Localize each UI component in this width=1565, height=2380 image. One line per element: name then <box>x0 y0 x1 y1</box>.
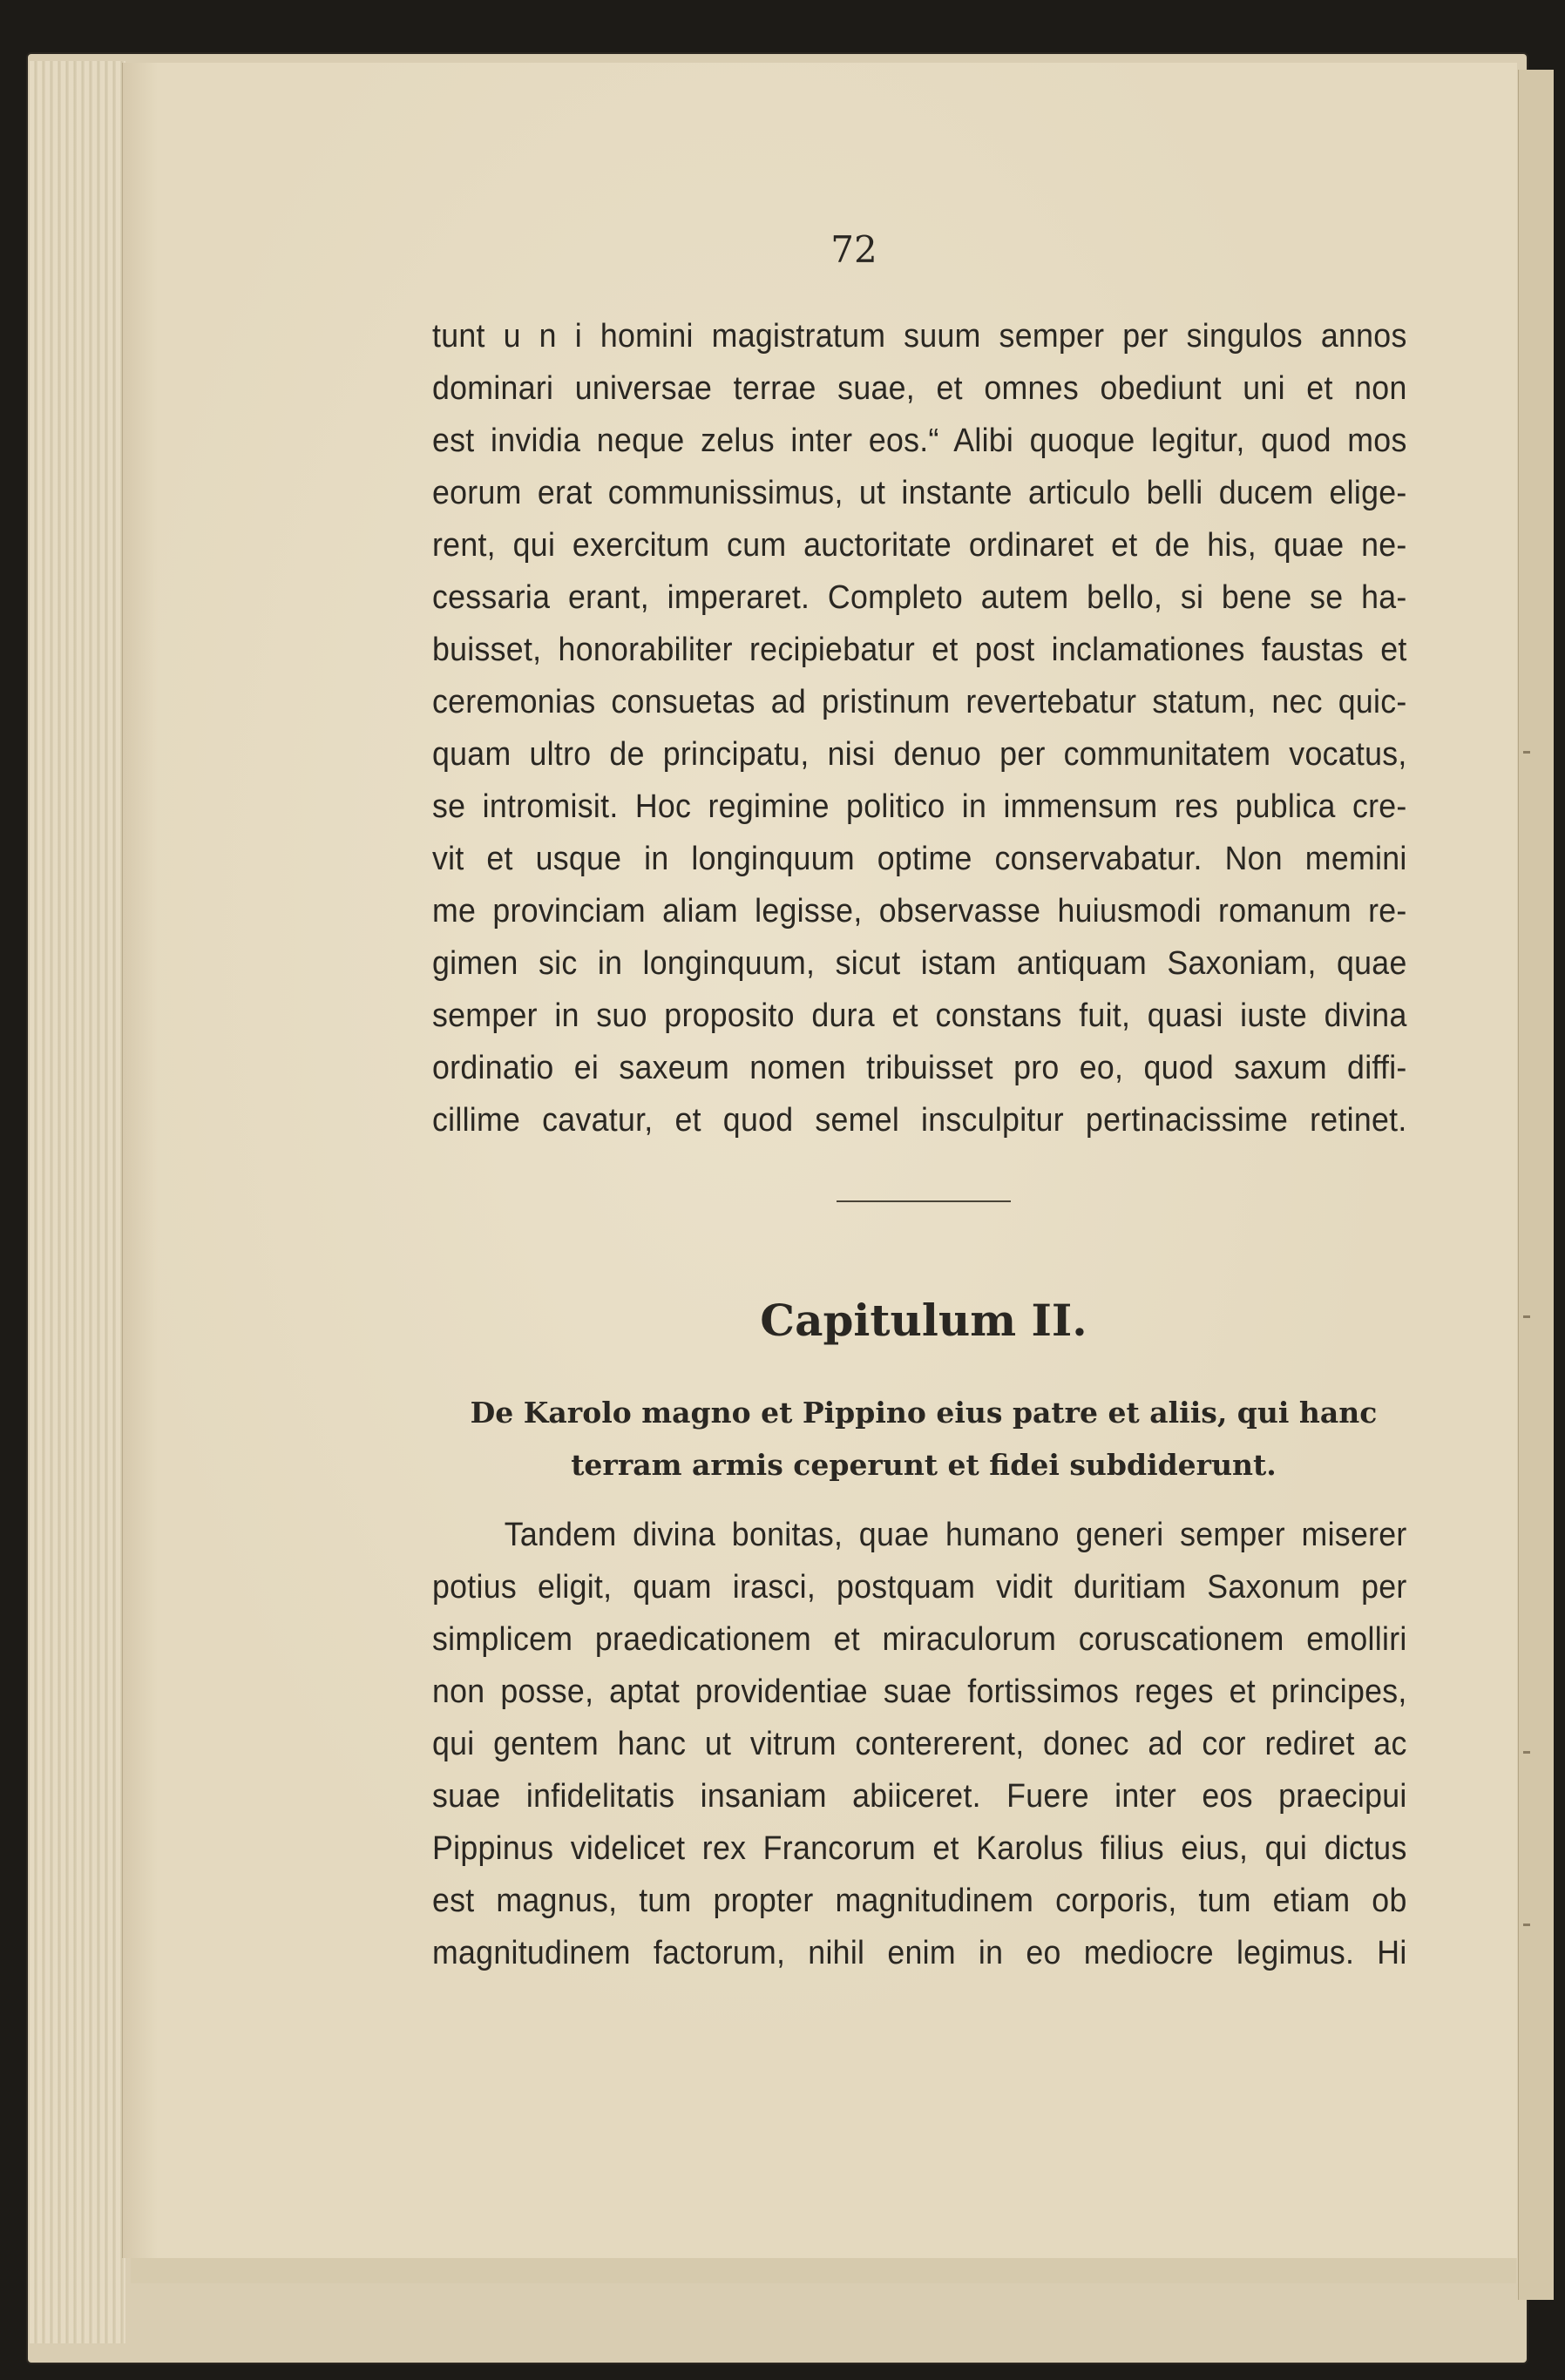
text-line: non posse, aptat providentiae suae fortissimos reges et principes, <box>432 1673 1407 1710</box>
text-line: simplicem praedicationem et miraculorum coruscationem emolliri <box>432 1621 1407 1658</box>
section-divider <box>837 1200 1011 1202</box>
text-line: rent, qui exercitum cum auctoritate ordinaret et de his, quae ne- <box>432 527 1407 564</box>
chapter-subtitle <box>401 1387 1446 1491</box>
text-line: dominari universae terrae suae, et omnes obediunt uni et non <box>432 370 1407 407</box>
text-line: est invidia neque zelus inter eos.“ Alibi quoque legitur, quod mos <box>432 423 1407 459</box>
text-line: magnitudinem factorum, nihil enim in eo mediocre legimus. Hi <box>432 1935 1407 1971</box>
text-line: cillime cavatur, et quod semel insculpitur pertinacissime retinet. <box>432 1102 1407 1139</box>
text-line: suae infidelitatis insaniam abiiceret. Fuere inter eos praecipui <box>432 1778 1407 1815</box>
text-line: gimen sic in longinquum, sicut istam antiquam Saxoniam, quae <box>432 945 1407 982</box>
text-line: me provinciam aliam legisse, observasse huiusmodi romanum re- <box>432 893 1407 930</box>
text-line: tunt u n i homini magistratum suum semper per singulos annos <box>432 318 1407 355</box>
text-line: buisset, honorabiliter recipiebatur et post inclamationes faustas et <box>432 632 1407 668</box>
paragraph-two <box>432 1509 1417 1979</box>
text-line: qui gentem hanc ut vitrum contererent, donec ad cor rediret ac <box>432 1726 1407 1762</box>
text-line: est magnus, tum propter magnitudinem corporis, tum etiam ob <box>432 1883 1407 1919</box>
text-line: cessaria erant, imperaret. Completo autem bello, si bene se ha- <box>432 579 1407 616</box>
page-number: 72 <box>830 228 877 271</box>
text-line: ceremonias consuetas ad pristinum revertebatur statum, nec quic- <box>432 684 1407 720</box>
text-line: se intromisit. Hoc regimine politico in immensum res publica cre- <box>432 788 1407 825</box>
text-line: Tandem divina bonitas, quae humano generi semper miserer <box>504 1517 1407 1553</box>
paragraph-one <box>432 310 1417 1146</box>
chapter-heading: Capitulum II. <box>760 1295 1087 1346</box>
text-line: semper in suo proposito dura et constans fuit, quasi iuste divina <box>432 997 1407 1034</box>
chapter-subtitle-line: De Karolo magno et Pippino eius patre et aliis, qui hanc <box>470 1396 1378 1430</box>
text-line: Pippinus videlicet rex Francorum et Karolus filius eius, qui dictus <box>432 1830 1407 1867</box>
text-line: vit et usque in longinquum optime conservabatur. Non memini <box>432 841 1407 877</box>
chapter-subtitle-line: terram armis ceperunt et fidei subdiderunt. <box>571 1448 1277 1482</box>
text-line: eorum erat communissimus, ut instante articulo belli ducem elige- <box>432 475 1407 511</box>
text-line: potius eligit, quam irasci, postquam vidit duritiam Saxonum per <box>432 1569 1407 1606</box>
text-line: ordinatio ei saxeum nomen tribuisset pro eo, quod saxum diffi- <box>432 1050 1407 1086</box>
text-line: quam ultro de principatu, nisi denuo per communitatem vocatus, <box>432 736 1407 773</box>
